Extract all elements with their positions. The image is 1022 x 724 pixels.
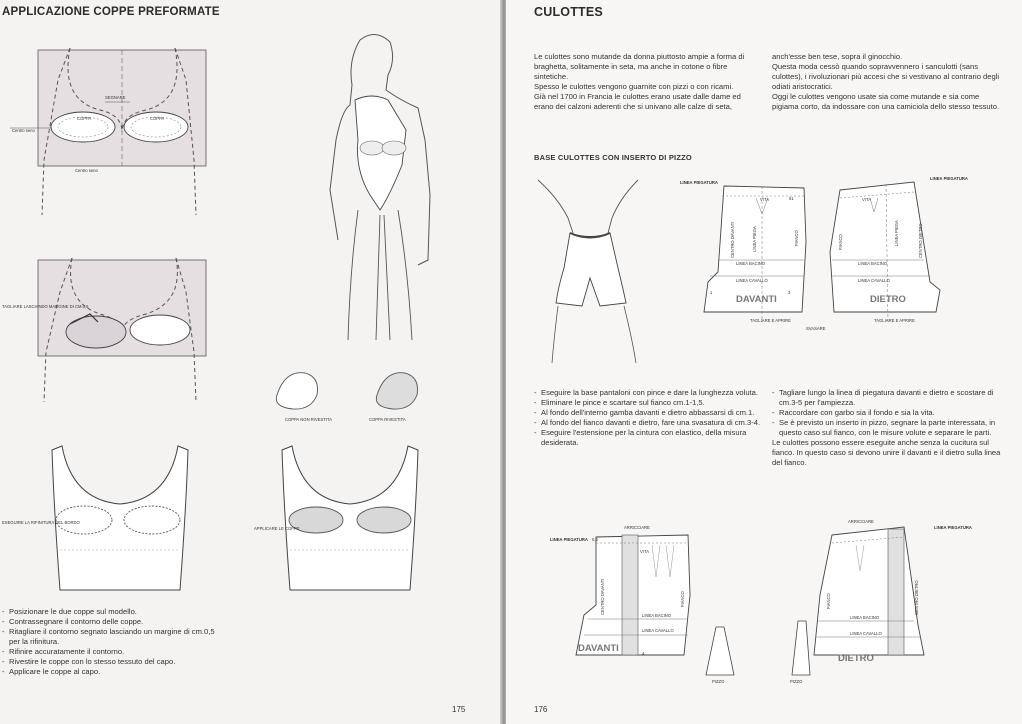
label-coppa-2: COPPA [150, 116, 165, 121]
label-coppa-rivestita: COPPA RIVESTITA [369, 417, 406, 422]
label-applicare-coppe: APPLICARE LE COPPE [254, 526, 300, 531]
label-m05: 0,5 [592, 537, 598, 542]
culottes-figure-illustration [528, 178, 658, 363]
intro-paragraph: anch'esse ben tese, sopra il ginocchio. [772, 52, 903, 61]
label-linea-piegatura-bottom-2: LINEA PIEGATURA [934, 525, 972, 530]
label-linea-piegatura-davanti: LINEA PIEGATURA [680, 180, 718, 185]
page-title: CULOTTES [534, 5, 603, 19]
label-dietro-bottom: DIETRO [838, 653, 874, 664]
right-note: Le culottes possono essere eseguite anche senza la cucitura sul fianco. In questo caso si devono unire il davanti e il dietro sulla linea del fianco. [772, 438, 1001, 467]
label-linea-cavallo-dietro: LINEA CAVALLO [858, 278, 890, 283]
right-step: - Eliminare le pince e scartare sul fianco cm.1-1,5. [534, 398, 764, 408]
right-step: - Se è previsto un inserto in pizzo, segnare la parte interessata, in questo caso sul fianco, con le misure volute e separare le parti. [772, 418, 1002, 438]
right-step: - Al fondo del fianco davanti e dietro, fare una svasatura di cm.3-4. [534, 418, 764, 428]
label-vita-bottom: VITA [640, 549, 649, 554]
label-centro-dietro: CENTRO DIETRO [918, 223, 923, 258]
label-centro-seno: Centro seno [12, 128, 35, 133]
label-dietro-top: DIETRO [870, 294, 906, 305]
label-davanti-top: DAVANTI [736, 294, 777, 305]
right-step: - Eseguire l'estensione per la cintura con elastico, della misura desiderata. [534, 428, 764, 448]
culottes-base-pattern-top [674, 172, 974, 342]
right-step: - Eseguire la base pantaloni con pince e dare la lunghezza voluta. [534, 388, 764, 398]
intro-paragraph: Spesso le culottes vengono guarnite con pizzi o con ricami. [534, 82, 734, 91]
label-coppa-1: COPPA [77, 116, 92, 121]
left-step: - Ritagliare il contorno segnato lasciando un margine di cm.0,5 per la rifinitura. [2, 627, 217, 647]
label-linea-bacino-dietro-bottom: LINEA BACINO [850, 615, 880, 620]
label-linea-cavallo-bottom: LINEA CAVALLO [642, 628, 674, 633]
steps-column-1 [534, 388, 764, 448]
page-number-right: 176 [534, 705, 548, 714]
label-arricciare-davanti: ARRICCIARE [624, 525, 650, 530]
label-fianco-dietro: FIANCO [838, 234, 843, 250]
label-eseguire-rifinitura: ESEGUIRE LA RIFINITURA DEL BORDO [2, 520, 80, 525]
right-step: - Raccordare con garbo sia il fondo e sia la vita. [772, 408, 1002, 418]
label-linea-piegatura-dietro: LINEA PIEGATURA [930, 176, 968, 181]
label-linea-bacino-dietro: LINEA BACINO [858, 261, 888, 266]
label-centro-dietro-bottom: CENTRO DIETRO [914, 580, 919, 615]
garment-finishing-diagram [0, 440, 215, 600]
right-step: - Al fondo dell'interno gamba davanti e dietro abbassarsi di cm.1. [534, 408, 764, 418]
left-step: - Rivestire le coppe con lo stesso tessuto del capo. [2, 657, 217, 667]
intro-column-2 [772, 52, 1000, 112]
left-step: - Applicare le coppe al capo. [2, 667, 217, 677]
page-title: APPLICAZIONE COPPE PREFORMATE [2, 6, 220, 18]
label-vita-dietro: VITA [862, 197, 871, 202]
label-linea-bacino-bottom: LINEA BACINO [642, 613, 672, 618]
garment-cups-applied-diagram [250, 440, 450, 600]
steps-column-2 [772, 388, 1002, 468]
culottes-lace-insert-pattern [548, 515, 1008, 690]
label-61: 61 [789, 196, 794, 201]
section-subheading: BASE CULOTTES CON INSERTO DI PIZZO [534, 153, 692, 162]
intro-paragraph: Le culottes sono mutande da donna piuttosto ampie a forma di braghetta, solitamente in seta, ma anche in cotone o fibre sintetiche. [534, 52, 745, 81]
label-pizzo-1: PIZZO [712, 679, 725, 684]
label-arricciare-dietro: ARRICCIARE [848, 519, 874, 524]
label-centro-davanti: CENTRO DAVANTI [730, 221, 735, 258]
label-tagliare-note: TAGLIARE LASCIANDO MARGINE DI CM.0,5 [2, 304, 89, 309]
page-number-left: 175 [452, 705, 466, 714]
right-page [506, 0, 1022, 724]
label-m3: 3 [788, 290, 791, 295]
label-linea-piega-dietro: LINEA PIEGA [894, 220, 899, 246]
label-m1: 1 [710, 290, 713, 295]
cup-samples [265, 365, 445, 425]
label-segnare: SEGNARE [105, 95, 126, 100]
label-centro-seno-2: Centro seno [75, 168, 98, 173]
label-linea-bacino-davanti: LINEA BACINO [736, 261, 766, 266]
intro-paragraph: Oggi le culottes vengono usate sia come mutande e sia come pigiama corto, da indossare con una camiciola dello stesso tessuto. [772, 92, 1000, 111]
left-step: - Contrassegnare il contorno delle coppe. [2, 617, 217, 627]
intro-column-1 [534, 52, 762, 112]
left-instructions [2, 607, 217, 677]
label-centro-davanti-bottom: CENTRO DAVANTI [600, 578, 605, 615]
label-davanti-bottom: DAVANTI [578, 643, 619, 654]
label-linea-cavallo-davanti: LINEA CAVALLO [736, 278, 768, 283]
label-pizzo-2: PIZZO [790, 679, 803, 684]
left-step: - Posizionare le due coppe sul modello. [2, 607, 217, 617]
left-step: - Rifinire accuratamente il contorno. [2, 647, 217, 657]
intro-paragraph: Questa moda cessò quando sopravvennero i sanculotti (sans culottes), i rivoluzionari più accesi che si vestivano al contrario degli odiati aristocratici. [772, 62, 1000, 91]
left-page [0, 0, 502, 724]
right-step: - Tagliare lungo la linea di piegatura davanti e dietro e scostare di cm.3-5 per l'ampiezza. [772, 388, 1002, 408]
label-linea-cavallo-dietro-bottom: LINEA CAVALLO [850, 631, 882, 636]
label-fianco-dietro-bottom: FIANCO [826, 593, 831, 609]
cup-cutting-diagram [0, 252, 215, 412]
label-tagliare-aprire-dietro: TAGLIARE E APRIRE [874, 318, 915, 323]
intro-paragraph: Già nel 1700 in Francia le culottes erano usate dalle dame ed erano dei calzoni aderenti che si univano alle calze di seta, [534, 92, 741, 111]
label-linea-piega-davanti: LINEA PIEGA [752, 226, 757, 252]
label-linea-piegatura-bottom: LINEA PIEGATURA [550, 537, 588, 542]
label-m4: 4 [642, 651, 645, 656]
cup-placement-pattern-diagram [0, 40, 215, 220]
label-fianco-davanti-bottom: FIANCO [680, 591, 685, 607]
label-tagliare-aprire-davanti: TAGLIARE E APRIRE [750, 318, 791, 323]
label-coppa-non-rivestita: COPPA NON RIVESTITA [285, 417, 333, 422]
label-fianco-davanti: FIANCO [794, 230, 799, 246]
bodysuit-figure-illustration [300, 30, 460, 360]
label-vita-davanti: VITA [760, 197, 769, 202]
label-svasare: SVASARE [806, 326, 826, 331]
